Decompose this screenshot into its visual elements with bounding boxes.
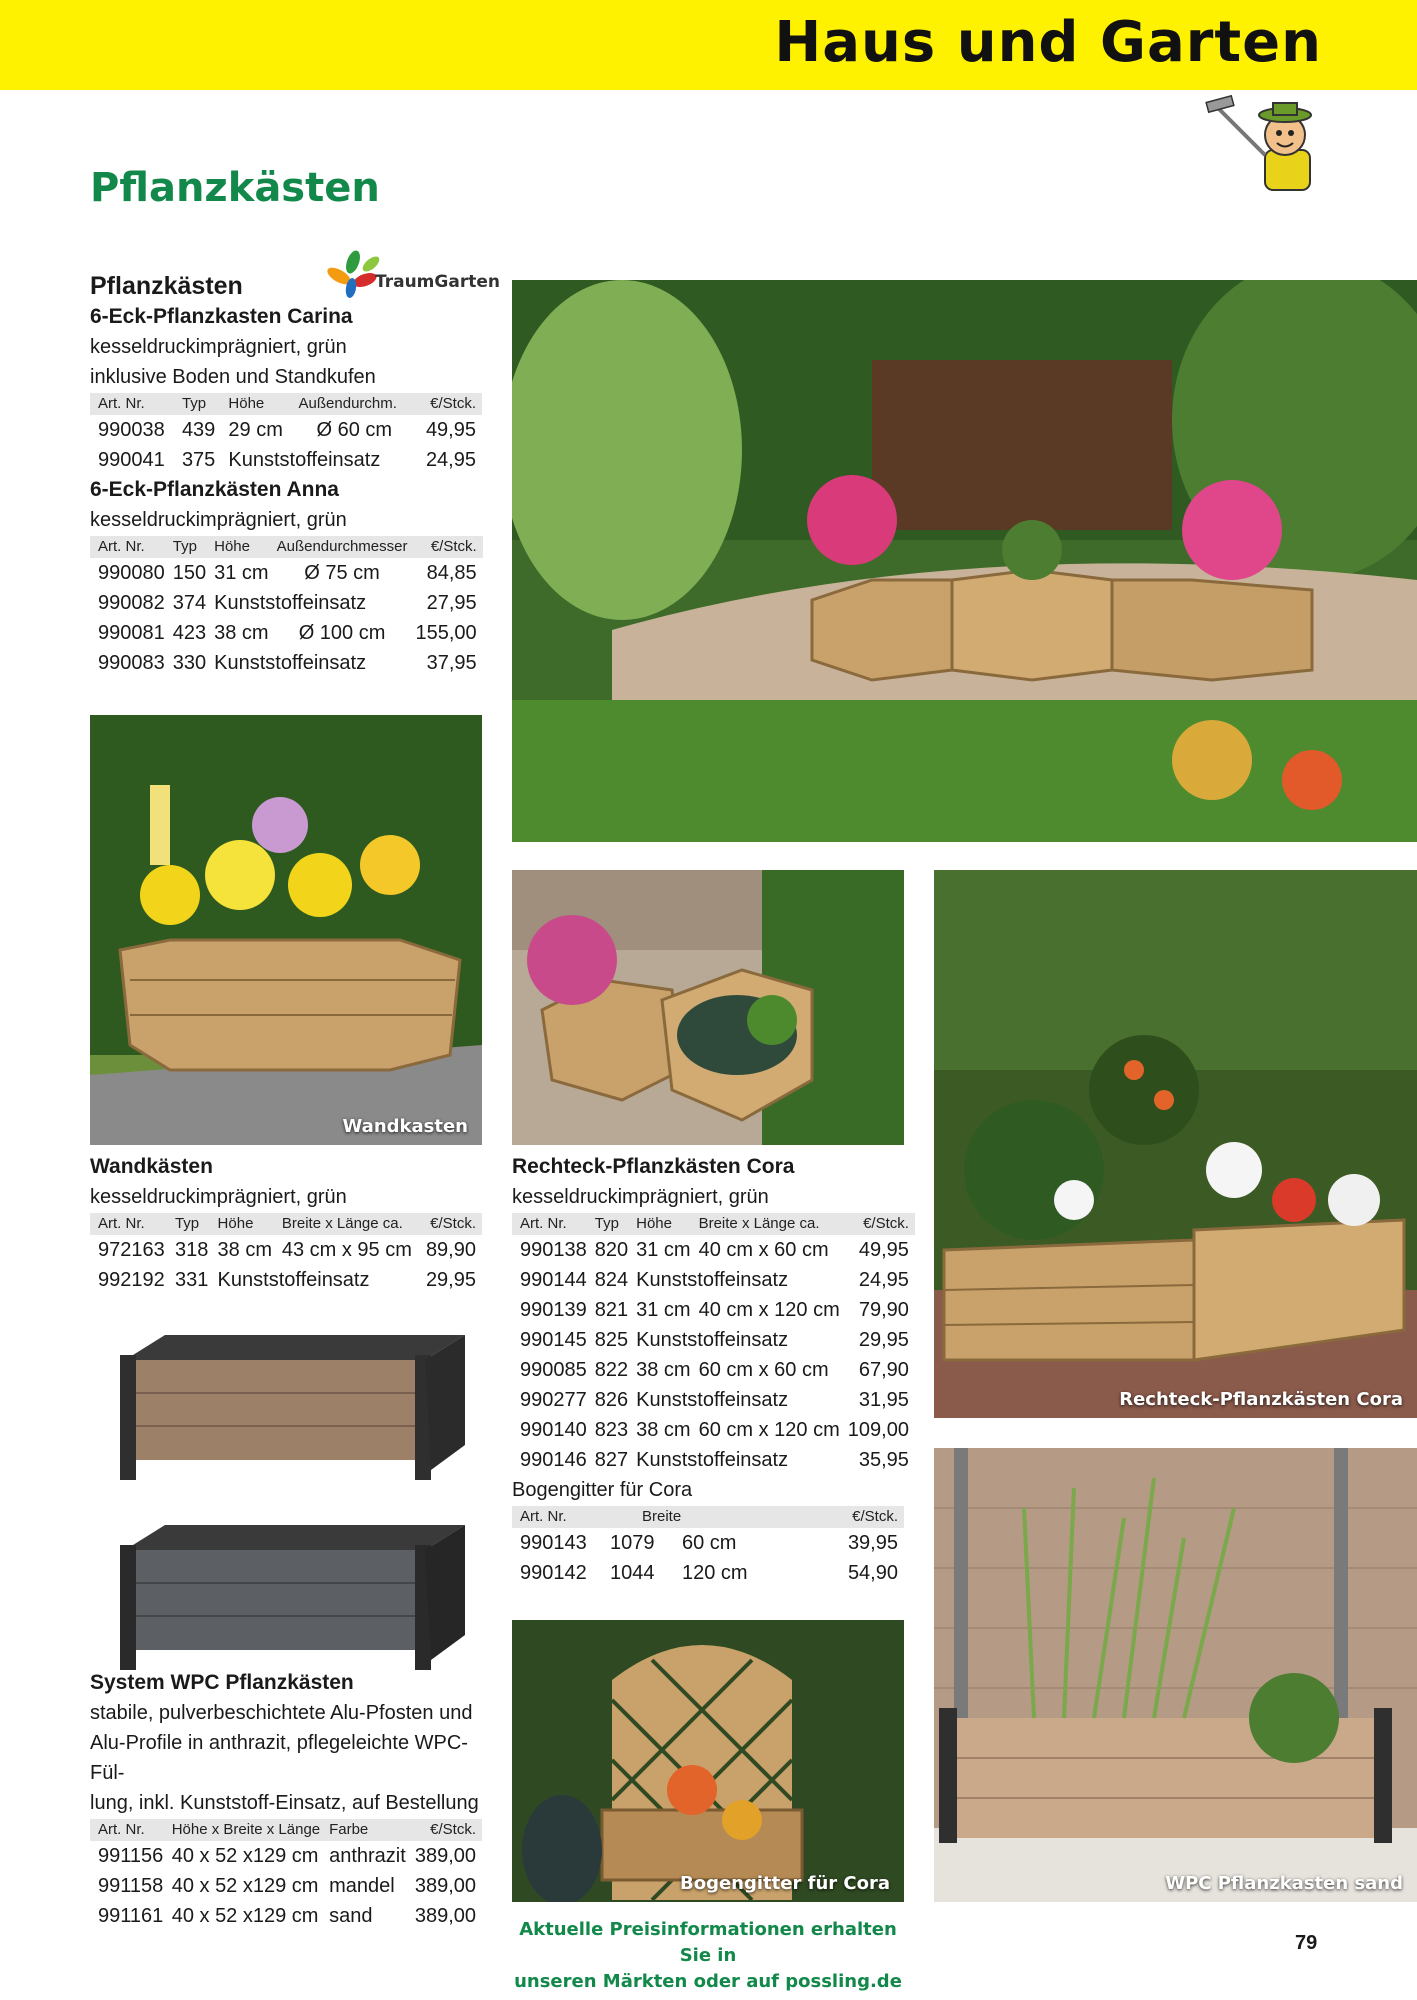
typ: 822 <box>594 1359 629 1381</box>
typ: 827 <box>594 1449 629 1471</box>
footer-price-note <box>512 1917 904 1995</box>
hoehe: 38 cm <box>217 1239 273 1261</box>
photo-caption: Rechteck-Pflanzkästen Cora <box>1119 1389 1403 1410</box>
preis: 155,00 <box>415 622 477 644</box>
table-row <box>90 1265 482 1295</box>
hoehe: 38 cm <box>636 1419 691 1441</box>
bogengitter-price-table <box>512 1506 904 1588</box>
carina-section <box>90 270 482 678</box>
preis: 389,00 <box>414 1845 476 1867</box>
preis: 37,95 <box>426 652 477 674</box>
table-header-row <box>90 1819 482 1841</box>
preis: 84,85 <box>426 562 477 584</box>
masse: 40 x 52 x129 cm <box>171 1875 319 1897</box>
preis: 54,90 <box>847 1562 898 1584</box>
farbe: mandel <box>329 1875 395 1897</box>
table-row <box>90 1841 482 1871</box>
preis: 35,95 <box>858 1449 909 1471</box>
preis: 49,95 <box>858 1239 909 1261</box>
column-header: Art. Nr. <box>520 1508 567 1525</box>
preis: 89,90 <box>425 1239 476 1261</box>
table-row <box>512 1355 915 1385</box>
typ: 375 <box>181 449 216 471</box>
preis: 31,95 <box>858 1389 909 1411</box>
wpc-planter-mandel-photo <box>105 1320 475 1490</box>
logo-text: TraumGarten <box>375 272 500 292</box>
preis: 79,90 <box>858 1299 909 1321</box>
art-nr: 990139 <box>520 1299 587 1321</box>
column-header: Typ <box>594 1215 619 1232</box>
product-description: lung, inkl. Kunststoff-Einsatz, auf Bestellung <box>90 1792 479 1814</box>
bogengitter-photo <box>512 1620 904 1902</box>
table-row <box>512 1295 915 1325</box>
photo-caption: Wandkasten <box>342 1116 468 1137</box>
preis: 24,95 <box>858 1269 909 1291</box>
column-header: Art. Nr. <box>520 1215 567 1232</box>
art-nr: 990277 <box>520 1389 587 1411</box>
art-nr: 991158 <box>98 1875 164 1897</box>
product-description: kesseldruckimprägniert, grün <box>90 336 347 358</box>
art-nr: 990082 <box>98 592 165 614</box>
column-header: Typ <box>181 395 207 412</box>
hoehe: Kunststoffeinsatz <box>217 1269 370 1291</box>
wpc-planter-anthrazit-photo <box>105 1510 475 1680</box>
typ: 824 <box>594 1269 629 1291</box>
table-row <box>90 558 483 588</box>
durchmesser: Ø 100 cm <box>298 622 386 644</box>
typ: 150 <box>172 562 207 584</box>
table-row <box>90 415 482 445</box>
preis: 29,95 <box>858 1329 909 1351</box>
farbe: sand <box>329 1905 373 1927</box>
preis: 49,95 <box>425 419 476 441</box>
table-row <box>90 1871 482 1901</box>
typ: 820 <box>594 1239 629 1261</box>
table-row <box>90 1235 482 1265</box>
cora-section <box>512 1152 909 1588</box>
product-description: Alu-Profile in anthrazit, pflegeleichte WPC-Fül- <box>90 1732 468 1784</box>
footer-note-line: unseren Märkten oder auf possling.de <box>514 1971 902 1992</box>
column-header: €/Stck. <box>430 538 477 555</box>
column-header: Außendurchm. <box>298 395 397 412</box>
footer-note-line: Aktuelle Preisinformationen erhalten Sie in <box>519 1919 897 1966</box>
table-row <box>512 1325 915 1355</box>
hoehe: 38 cm <box>636 1359 691 1381</box>
column-header: Art. Nr. <box>98 1821 145 1838</box>
typ: 823 <box>594 1419 629 1441</box>
table-header-row <box>90 393 482 415</box>
cora-planter-photo <box>934 870 1417 1418</box>
table-row <box>512 1265 915 1295</box>
column-header: Außendurchmesser <box>276 538 408 555</box>
column-header: €/Stck. <box>852 1508 898 1525</box>
art-nr: 990142 <box>520 1562 587 1584</box>
preis: 39,95 <box>847 1532 898 1554</box>
table-row <box>90 1901 482 1931</box>
table-row <box>512 1528 904 1558</box>
product-title: 6-Eck-Pflanzkasten Carina <box>90 305 353 328</box>
table-row <box>512 1445 915 1475</box>
column-header: Art. Nr. <box>98 1215 145 1232</box>
wandkasten-photo <box>90 715 482 1145</box>
durchmesser: Ø 75 cm <box>304 562 380 584</box>
art-nr: 990145 <box>520 1329 587 1351</box>
preis: 389,00 <box>414 1875 476 1897</box>
product-description: kesseldruckimprägniert, grün <box>90 509 347 531</box>
hoehe: Kunststoffeinsatz <box>214 592 367 614</box>
durchmesser: Ø 60 cm <box>316 419 393 441</box>
bogengitter-title: Bogengitter für Cora <box>512 1479 693 1501</box>
breite: 60 cm <box>682 1532 737 1554</box>
product-title: Wandkästen <box>90 1155 213 1178</box>
art-nr: 990144 <box>520 1269 587 1291</box>
table-row <box>512 1415 915 1445</box>
hexagon-planter-garden-photo <box>512 280 1417 842</box>
column-header: Breite <box>642 1508 682 1525</box>
hoehe: 29 cm <box>228 419 283 441</box>
masse: 43 cm x 95 cm <box>281 1239 412 1261</box>
hoehe: 31 cm <box>636 1299 691 1321</box>
typ: 330 <box>172 652 207 674</box>
art-nr: 991156 <box>98 1845 164 1867</box>
masse: 60 cm x 60 cm <box>698 1359 829 1381</box>
column-header: Breite x Länge ca. <box>281 1215 403 1232</box>
hoehe: 31 cm <box>636 1239 691 1261</box>
preis: 109,00 <box>847 1419 909 1441</box>
price-table <box>90 1819 482 1931</box>
column-header: €/Stck. <box>430 1821 476 1838</box>
art-nr: 990146 <box>520 1449 587 1471</box>
column-header: €/Stck. <box>430 395 476 412</box>
hoehe: Kunststoffeinsatz <box>636 1449 789 1471</box>
hexagon-pond-planter-photo <box>512 870 904 1145</box>
hoehe: Kunststoffeinsatz <box>636 1329 789 1351</box>
product-description: stabile, pulverbeschichtete Alu-Pfosten und <box>90 1702 473 1724</box>
art-nr: 990140 <box>520 1419 587 1441</box>
art-nr: 990038 <box>98 419 165 441</box>
table-row <box>90 588 483 618</box>
column-header: Typ <box>172 538 197 555</box>
preis: 29,95 <box>425 1269 476 1291</box>
product-description: kesseldruckimprägniert, grün <box>512 1186 769 1208</box>
hoehe: Kunststoffeinsatz <box>636 1269 789 1291</box>
price-table <box>90 393 482 475</box>
wpc-sand-planter-photo <box>934 1448 1417 1902</box>
art-nr: 990041 <box>98 449 165 471</box>
masse: 40 cm x 120 cm <box>698 1299 840 1321</box>
wpc-section <box>90 1668 482 1931</box>
art-nr: 972163 <box>98 1239 165 1261</box>
masse: 60 cm x 120 cm <box>698 1419 840 1441</box>
column-header: Höhe <box>636 1215 672 1232</box>
table-row <box>512 1385 915 1415</box>
gardener-mascot-icon <box>1205 95 1320 195</box>
column-header: Höhe <box>217 1215 254 1232</box>
art-nr: 992192 <box>98 1269 165 1291</box>
typ: 1079 <box>610 1532 655 1554</box>
page-title: Pflanzkästen <box>90 165 380 211</box>
art-nr: 990081 <box>98 622 165 644</box>
preis: 67,90 <box>858 1359 909 1381</box>
hoehe: Kunststoffeinsatz <box>214 652 367 674</box>
column-header: Höhe <box>214 538 250 555</box>
product-title: Rechteck-Pflanzkästen Cora <box>512 1155 795 1178</box>
table-header-row <box>90 1213 482 1235</box>
preis: 27,95 <box>426 592 477 614</box>
typ: 318 <box>174 1239 209 1261</box>
typ: 423 <box>172 622 207 644</box>
typ: 1044 <box>610 1562 655 1584</box>
art-nr: 991161 <box>98 1905 164 1927</box>
header-title: Haus und Garten <box>774 10 1322 75</box>
header-bar <box>0 0 1417 90</box>
column-header: €/Stck. <box>430 1215 476 1232</box>
masse: 40 cm x 60 cm <box>698 1239 829 1261</box>
art-nr: 990143 <box>520 1532 587 1554</box>
table-header-row <box>512 1506 904 1528</box>
art-nr: 990138 <box>520 1239 587 1261</box>
table-row <box>90 618 483 648</box>
section-heading: Pflanzkästen <box>90 272 243 300</box>
masse: 40 x 52 x129 cm <box>171 1905 319 1927</box>
column-header: Art. Nr. <box>98 538 145 555</box>
table-row <box>512 1558 904 1588</box>
photo-caption: Bogengitter für Cora <box>680 1873 890 1894</box>
typ: 331 <box>174 1269 209 1291</box>
column-header: Höhe <box>228 395 265 412</box>
masse: 40 x 52 x129 cm <box>171 1845 319 1867</box>
typ: 439 <box>181 419 216 441</box>
photo-caption: WPC Pflanzkasten sand <box>1165 1873 1403 1894</box>
column-header: Höhe x Breite x Länge <box>171 1821 321 1838</box>
table-row <box>512 1235 915 1265</box>
art-nr: 990085 <box>520 1359 587 1381</box>
column-header: €/Stck. <box>863 1215 909 1232</box>
column-header: Farbe <box>329 1821 369 1838</box>
art-nr: 990083 <box>98 652 165 674</box>
typ: 821 <box>594 1299 629 1321</box>
breite: 120 cm <box>682 1562 748 1584</box>
table-header-row <box>90 536 483 558</box>
table-header-row <box>512 1213 915 1235</box>
hoehe: 38 cm <box>214 622 269 644</box>
column-header: Breite x Länge ca. <box>698 1215 820 1232</box>
hoehe: Kunststoffeinsatz <box>636 1389 789 1411</box>
price-table <box>512 1213 915 1475</box>
wandkasten-section <box>90 1152 482 1295</box>
farbe: anthrazit <box>329 1845 406 1867</box>
table-row <box>90 648 483 678</box>
product-title: 6-Eck-Pflanzkästen Anna <box>90 478 339 501</box>
page-number: 79 <box>1295 1932 1318 1954</box>
typ: 826 <box>594 1389 629 1411</box>
typ: 825 <box>594 1329 629 1351</box>
art-nr: 990080 <box>98 562 165 584</box>
column-header: Art. Nr. <box>98 395 145 412</box>
product-description: inklusive Boden und Standkufen <box>90 366 376 388</box>
product-title: System WPC Pflanzkästen <box>90 1671 354 1694</box>
hoehe: Kunststoffeinsatz <box>228 449 381 471</box>
preis: 389,00 <box>414 1905 476 1927</box>
price-table <box>90 536 483 678</box>
typ: 374 <box>172 592 207 614</box>
product-description: kesseldruckimprägniert, grün <box>90 1186 347 1208</box>
table-row <box>90 445 482 475</box>
column-header: Typ <box>174 1215 200 1232</box>
preis: 24,95 <box>425 449 476 471</box>
price-table <box>90 1213 482 1295</box>
hoehe: 31 cm <box>214 562 269 584</box>
